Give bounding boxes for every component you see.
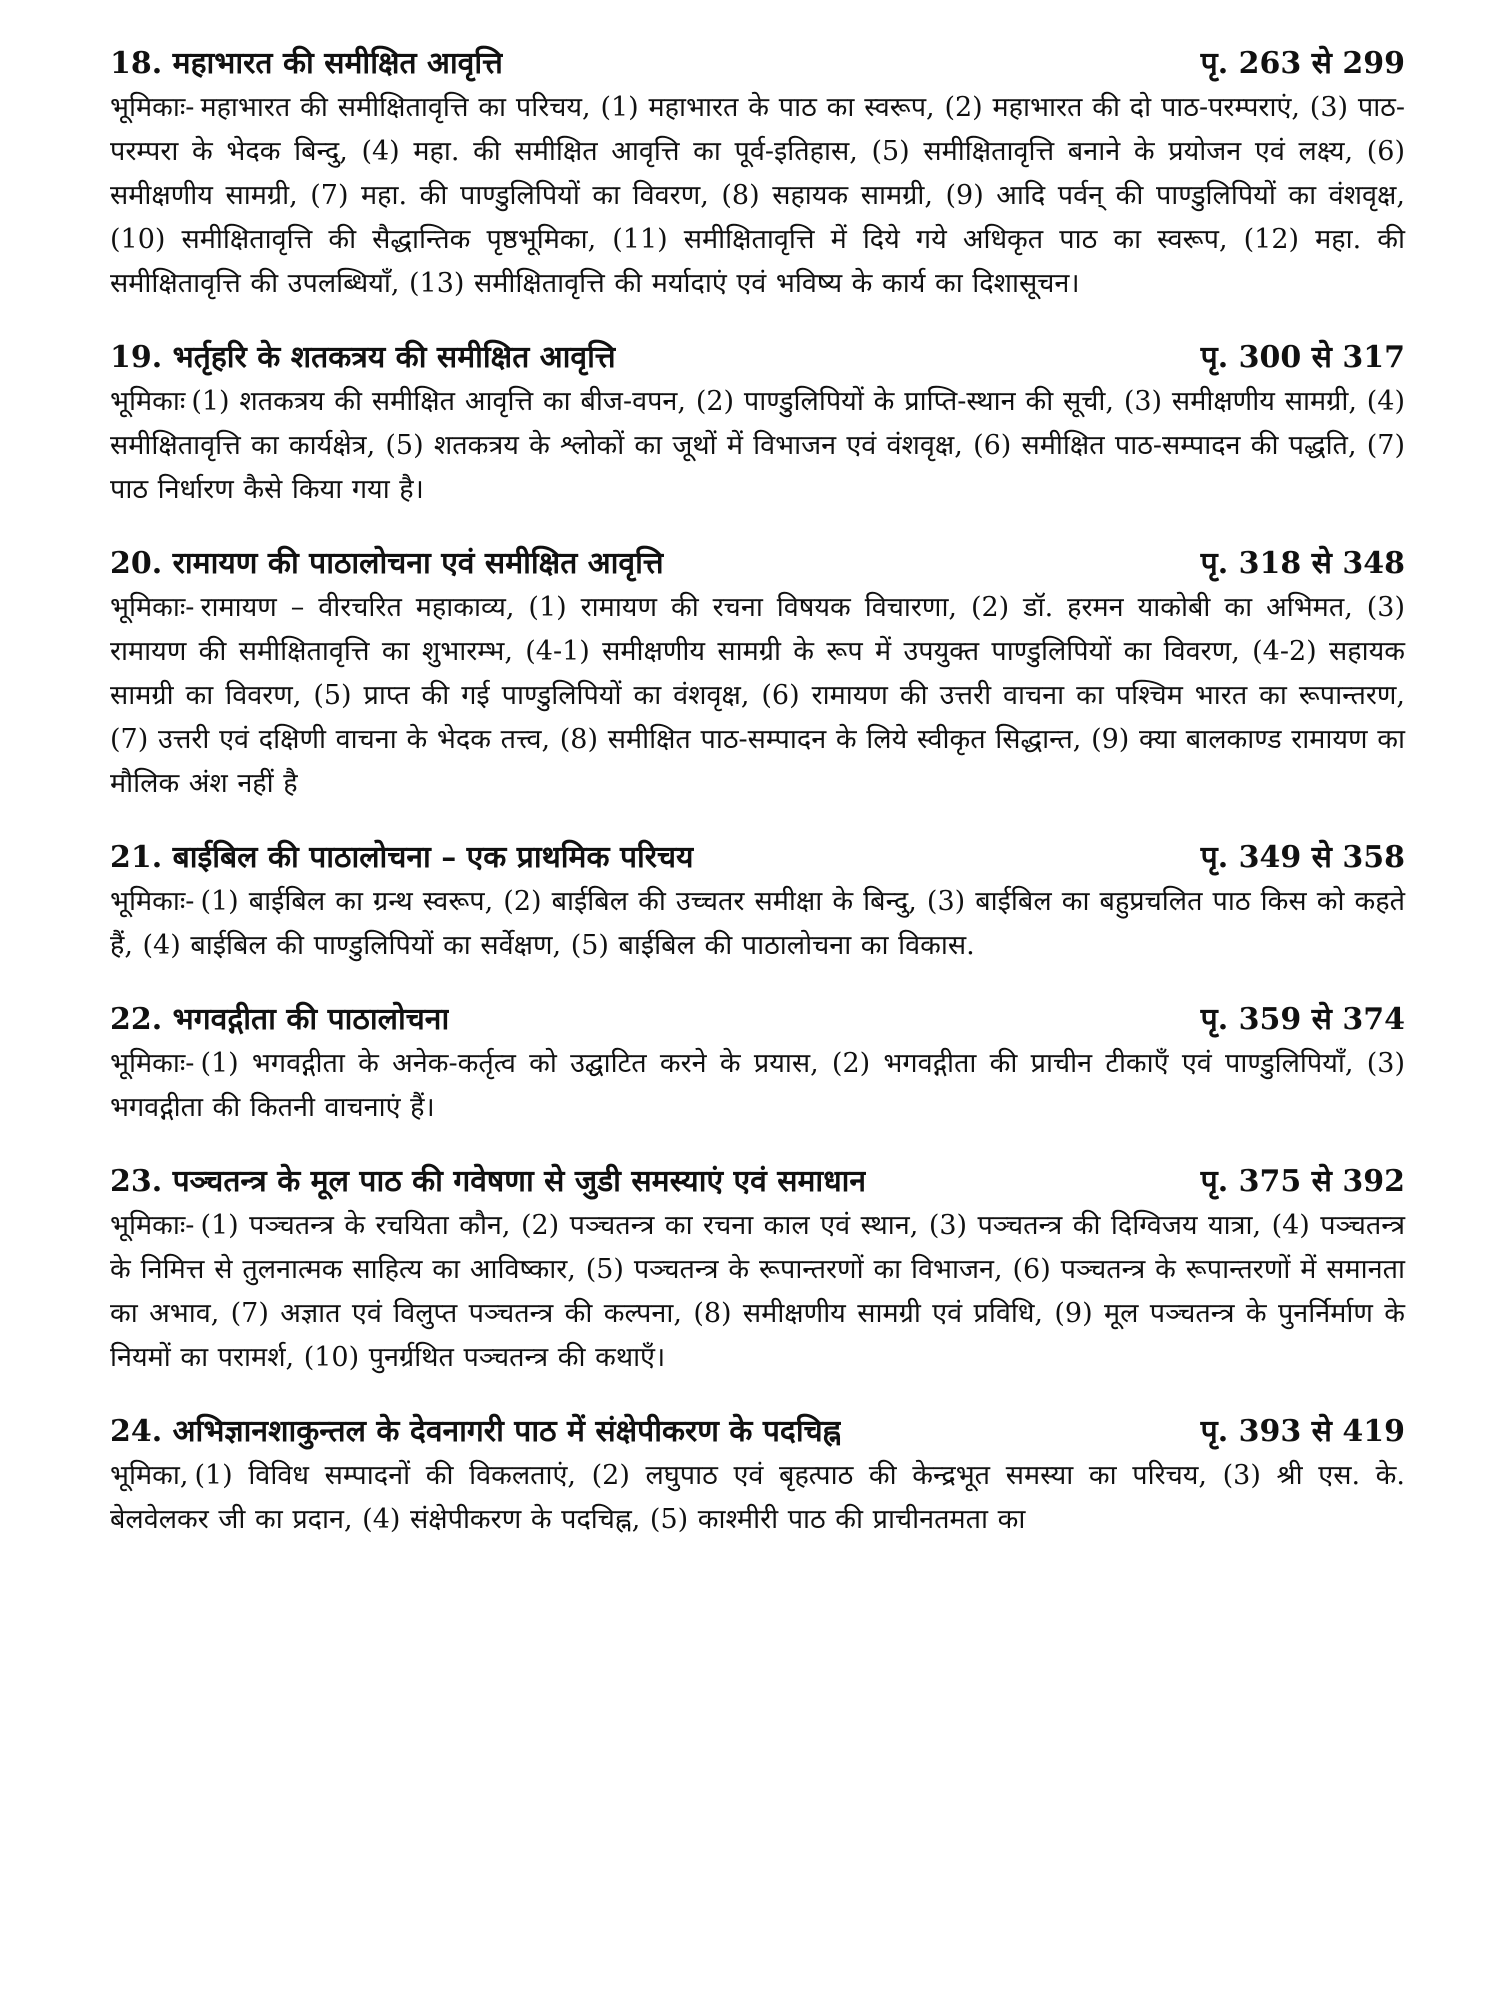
contents-page [110,42,1405,1572]
entry-label: भूमिकाः- [110,1210,195,1241]
entry-title: 19. भर्तृहरि के शतकत्रय की समीक्षित आवृत्ति [110,340,616,375]
entry-page-range: पृ. 375 से 392 [1200,1164,1405,1199]
entry-text: महाभारत की समीक्षितावृत्ति का परिचय, (1) महाभारत के पाठ का स्वरूप, (2) महाभारत की दो पाठ-परम्पराएं, (3) पाठ-परम्परा के भेदक बिन्दु, (4) महा. की समीक्षित आवृत्ति का पूर्व-इतिहास, (5) समीक्षितावृत्ति बनाने के प्रयोजन एवं लक्ष्य, (6) समीक्षणीय सामग्री, (7) महा. की पाण्डुलिपियों का विवरण, (8) सहायक सामग्री, (9) आदि पर्वन् की पाण्डुलिपियों का वंशवृक्ष, (10) समीक्षितावृत्ति की सैद्धान्तिक पृष्ठभूमिका, (11) समीक्षितावृत्ति में दिये गये अधिकृत पाठ का स्वरूप, (12) महा. की समीक्षितावृत्ति की उपलब्धियाँ, (13) समीक्षितावृत्ति की मर्यादाएं एवं भविष्य के कार्य का दिशासूचन। [110,92,1405,299]
entry-title: 24. अभिज्ञानशाकुन्तल के देवनागरी पाठ में संक्षेपीकरण के पदचिह्न [110,1414,842,1449]
entry-heading [110,836,1405,880]
entry-24 [110,1410,1405,1542]
entry-label: भूमिका, [110,1460,189,1491]
entry-18 [110,42,1405,306]
entry-page-range: पृ. 359 से 374 [1200,1002,1405,1037]
entry-text: रामायण – वीरचरित महाकाव्य, (1) रामायण की रचना विषयक विचारणा, (2) डॉ. हरमन याकोबी का अभिमत, (3) रामायण की समीक्षितावृत्ति का शुभारम्भ, (4-1) समीक्षणीय सामग्री के रूप में उपयुक्त पाण्डुलिपियों का विवरण, (4-2) सहायक सामग्री का विवरण, (5) प्राप्त की गई पाण्डुलिपियों का वंशवृक्ष, (6) रामायण की उत्तरी वाचना का पश्चिम भारत का रूपान्तरण, (7) उत्तरी एवं दक्षिणी वाचना के भेदक तत्त्व, (8) समीक्षित पाठ-सम्पादन के लिये स्वीकृत सिद्धान्त, (9) क्या बालकाण्ड रामायण का मौलिक अंश नहीं है [110,592,1405,799]
entry-text: (1) पञ्चतन्त्र के रचयिता कौन, (2) पञ्चतन्त्र का रचना काल एवं स्थान, (3) पञ्चतन्त्र की दिग्विजय यात्रा, (4) पञ्चतन्त्र के निमित्त से तुलनात्मक साहित्य का आविष्कार, (5) पञ्चतन्त्र के रूपान्तरणों का विभाजन, (6) पञ्चतन्त्र के रूपान्तरणों में समानता का अभाव, (7) अज्ञात एवं विलुप्त पञ्चतन्त्र की कल्पना, (8) समीक्षणीय सामग्री एवं प्रविधि, (9) मूल पञ्चतन्त्र के पुनर्निर्माण के नियमों का परामर्श, (10) पुनर्ग्रथित पञ्चतन्त्र की कथाएँ। [110,1210,1405,1373]
entry-label: भूमिकाः- [110,886,195,917]
entry-heading [110,336,1405,380]
entry-description [110,1204,1405,1380]
entry-text: (1) शतकत्रय की समीक्षित आवृत्ति का बीज-वपन, (2) पाण्डुलिपियों के प्राप्ति-स्थान की सूची, (3) समीक्षणीय सामग्री, (4) समीक्षितावृत्ति का कार्यक्षेत्र, (5) शतकत्रय के श्लोकों का जूथों में विभाजन एवं वंशवृक्ष, (6) समीक्षित पाठ-सम्पादन की पद्धति, (7) पाठ निर्धारण कैसे किया गया है। [110,386,1405,505]
entry-heading [110,998,1405,1042]
entry-page-range: पृ. 349 से 358 [1200,840,1405,875]
entry-description [110,86,1405,306]
entry-label: भूमिकाः- [110,592,195,623]
entry-page-range: पृ. 393 से 419 [1200,1414,1405,1449]
entry-20 [110,542,1405,806]
entry-page-range: पृ. 318 से 348 [1200,546,1405,581]
entry-text: (1) बाईबिल का ग्रन्थ स्वरूप, (2) बाईबिल की उच्चतर समीक्षा के बिन्दु, (3) बाईबिल का बहुप्रचलित पाठ किस को कहते हैं, (4) बाईबिल की पाण्डुलिपियों का सर्वेक्षण, (5) बाईबिल की पाठालोचना का विकास. [110,886,1405,961]
entry-text: (1) भगवद्गीता के अनेक-कर्तृत्व को उद्घाटित करने के प्रयास, (2) भगवद्गीता की प्राचीन टीकाएँ एवं पाण्डुलिपियाँ, (3) भगवद्गीता की कितनी वाचनाएं हैं। [110,1048,1405,1123]
entry-22 [110,998,1405,1130]
entry-description [110,880,1405,968]
entry-heading [110,1160,1405,1204]
entry-label: भूमिकाः- [110,1048,195,1079]
entry-21 [110,836,1405,968]
entry-heading [110,542,1405,586]
entry-heading [110,1410,1405,1454]
entry-title: 21. बाईबिल की पाठालोचना – एक प्राथमिक परिचय [110,840,694,875]
entry-description [110,586,1405,806]
entry-label: भूमिकाः- [110,92,195,123]
entry-title: 23. पञ्चतन्त्र के मूल पाठ की गवेषणा से जुडी समस्याएं एवं समाधान [110,1164,867,1199]
entry-heading [110,42,1405,86]
entry-title: 18. महाभारत की समीक्षित आवृत्ति [110,46,503,81]
entry-description [110,380,1405,512]
entry-description [110,1042,1405,1130]
entry-page-range: पृ. 300 से 317 [1200,340,1405,375]
entry-label: भूमिकाः [110,386,186,417]
entry-text: (1) विविध सम्पादनों की विकलताएं, (2) लघुपाठ एवं बृहत्पाठ की केन्द्रभूत समस्या का परिचय, (3) श्री एस. के. बेलवेलकर जी का प्रदान, (4) संक्षेपीकरण के पदचिह्न, (5) काश्मीरी पाठ की प्राचीनतमता का [110,1460,1405,1535]
entry-description [110,1454,1405,1542]
entry-23 [110,1160,1405,1380]
entry-title: 22. भगवद्गीता की पाठालोचना [110,1002,450,1037]
entry-19 [110,336,1405,512]
entry-page-range: पृ. 263 से 299 [1200,46,1405,81]
entry-title: 20. रामायण की पाठालोचना एवं समीक्षित आवृत्ति [110,546,664,581]
